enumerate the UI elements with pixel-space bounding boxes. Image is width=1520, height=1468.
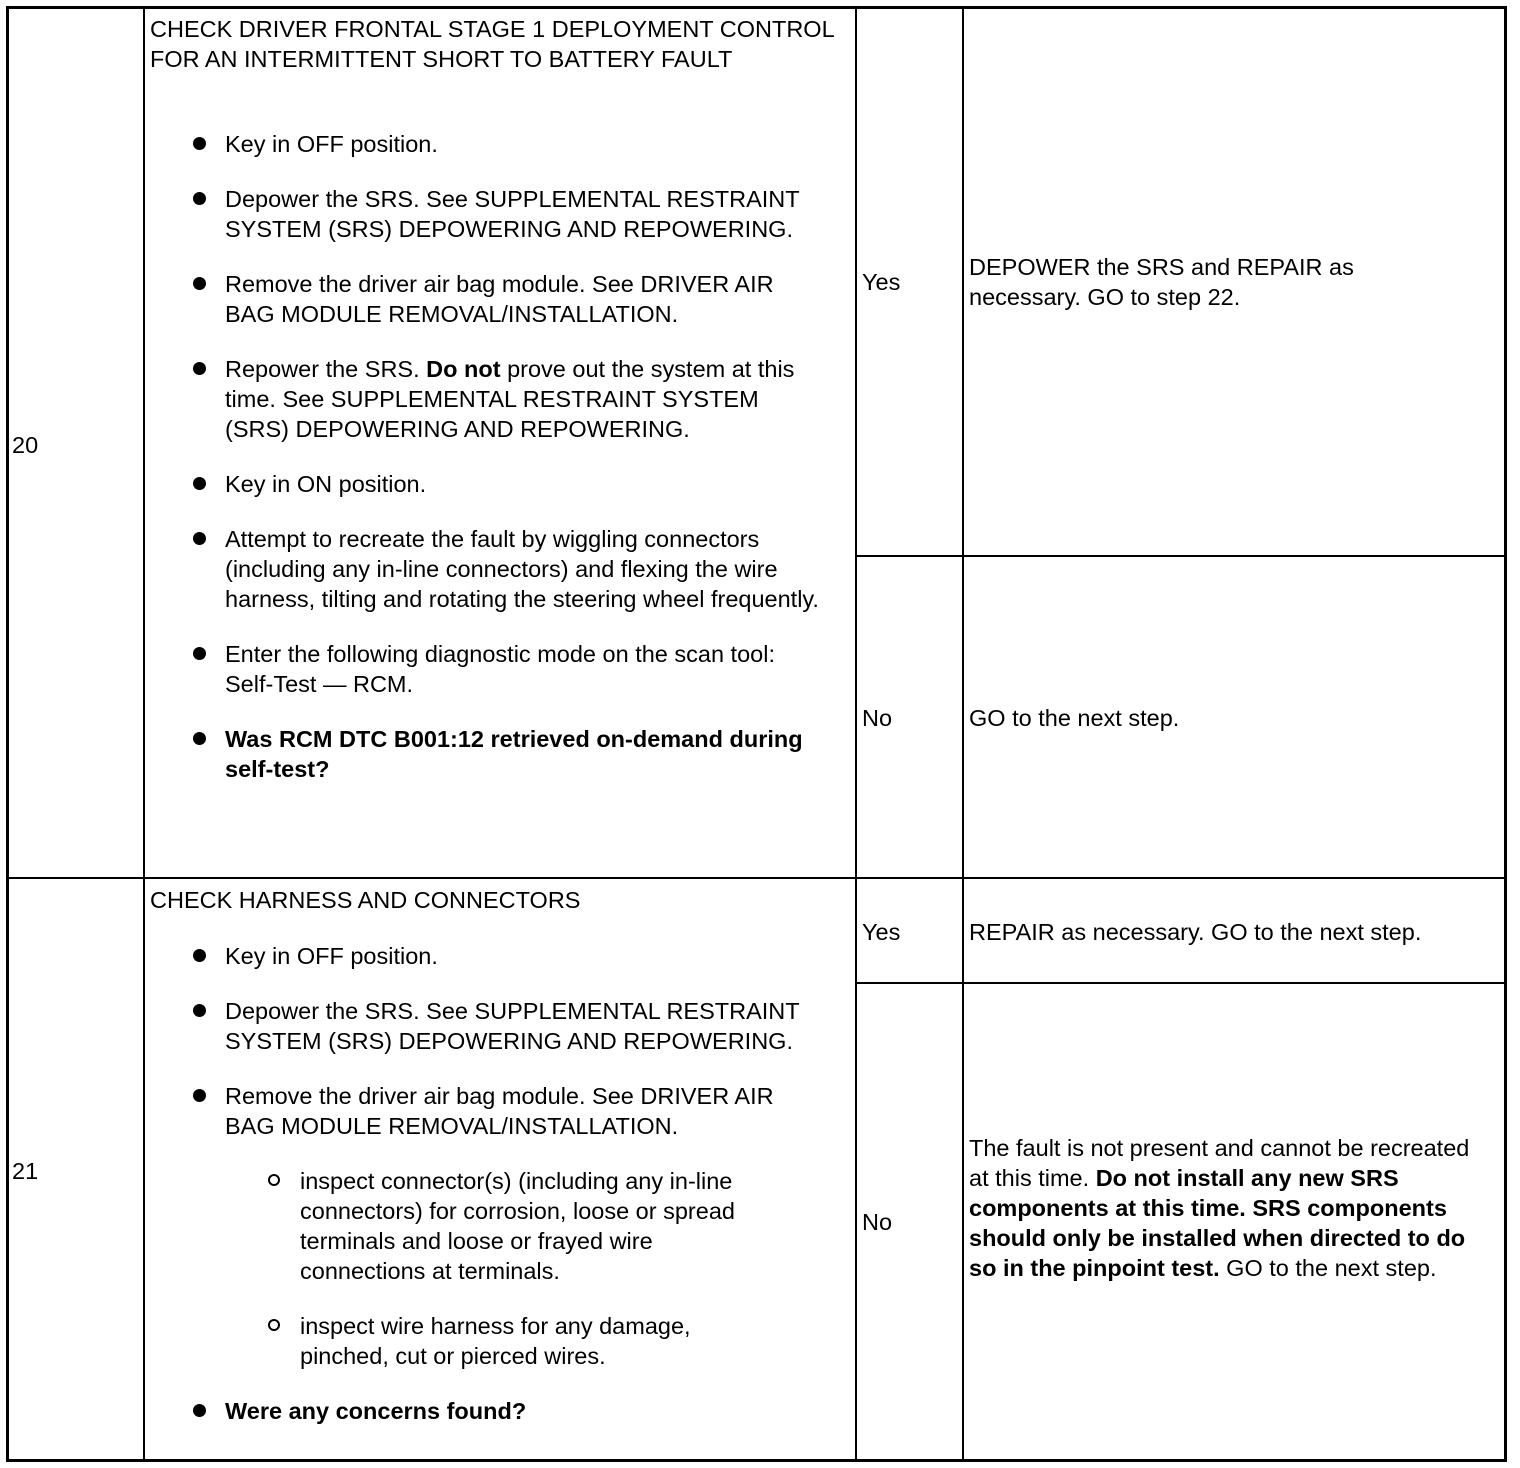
result-yes-action: REPAIR as necessary. GO to the next step. [969, 919, 1422, 945]
result-divider [855, 982, 1507, 984]
list-item: Depower the SRS. See SUPPLEMENTAL RESTRAINT SYSTEM (SRS) DEPOWERING AND REPOWERING. [225, 184, 825, 244]
list-item: Was RCM DTC B001:12 retrieved on-demand during self-test? [225, 724, 825, 784]
sub-bullet-icon [268, 1319, 280, 1331]
result-no-label: No [862, 1209, 893, 1235]
result-divider [855, 555, 1507, 557]
bullet-icon [193, 277, 206, 290]
step-instructions [225, 129, 825, 784]
step-heading: CHECK DRIVER FRONTAL STAGE 1 DEPLOYMENT CONTROL FOR AN INTERMITTENT SHORT TO BATTERY FAULT [150, 16, 834, 72]
result-no-action: The fault is not present and cannot be recreated at this time. Do not install any new SRS components at this time. SRS components should only be installed when directed to do so in the pinpoint test. GO to the next step. [969, 1135, 1470, 1281]
column-divider [962, 6, 964, 1462]
result-no-label: No [862, 705, 893, 731]
bullet-icon [193, 1089, 206, 1102]
result-yes-label: Yes [862, 919, 901, 945]
result-yes-label: Yes [862, 269, 901, 295]
list-item: Key in OFF position. [225, 129, 825, 159]
list-item: Enter the following diagnostic mode on the scan tool: Self-Test — RCM. [225, 639, 825, 699]
list-item: Were any concerns found? [225, 1396, 825, 1426]
bullet-icon [193, 732, 206, 745]
column-divider [855, 6, 857, 1462]
bullet-icon [193, 1004, 206, 1017]
step-number: 21 [12, 1158, 39, 1184]
result-yes-action: DEPOWER the SRS and REPAIR as necessary. GO to step 22. [969, 254, 1354, 310]
bullet-icon [193, 532, 206, 545]
bullet-icon [193, 362, 206, 375]
row-divider [6, 877, 1507, 879]
list-item: Depower the SRS. See SUPPLEMENTAL RESTRAINT SYSTEM (SRS) DEPOWERING AND REPOWERING. [225, 996, 825, 1056]
list-item: Attempt to recreate the fault by wiggling connectors (including any in-line connectors) and flexing the wire harness, tilting and rotating the steering wheel frequently. [225, 524, 825, 614]
bullet-icon [193, 1404, 206, 1417]
bullet-icon [193, 477, 206, 490]
result-no-action: GO to the next step. [969, 705, 1180, 731]
list-item: Key in ON position. [225, 469, 825, 499]
list-item: inspect connector(s) (including any in-line connectors) for corrosion, loose or spread terminals and loose or frayed wire connections at terminals. [225, 1166, 770, 1286]
list-item: inspect wire harness for any damage, pinched, cut or pierced wires. [225, 1311, 770, 1371]
column-divider [143, 6, 145, 1462]
bullet-icon [193, 137, 206, 150]
sub-bullet-icon [268, 1174, 280, 1186]
list-item: Remove the driver air bag module. See DRIVER AIR BAG MODULE REMOVAL/INSTALLATION. [225, 269, 825, 329]
step-instructions [225, 941, 825, 1426]
bullet-icon [193, 647, 206, 660]
step-number: 20 [12, 432, 39, 458]
bullet-icon [193, 949, 206, 962]
list-item: Remove the driver air bag module. See DRIVER AIR BAG MODULE REMOVAL/INSTALLATION. [225, 1081, 825, 1141]
list-item: Repower the SRS. Do not prove out the system at this time. See SUPPLEMENTAL RESTRAINT SYSTEM (SRS) DEPOWERING AND REPOWERING. [225, 354, 825, 444]
bullet-icon [193, 192, 206, 205]
step-heading: CHECK HARNESS AND CONNECTORS [150, 887, 581, 913]
list-item: Key in OFF position. [225, 941, 825, 971]
